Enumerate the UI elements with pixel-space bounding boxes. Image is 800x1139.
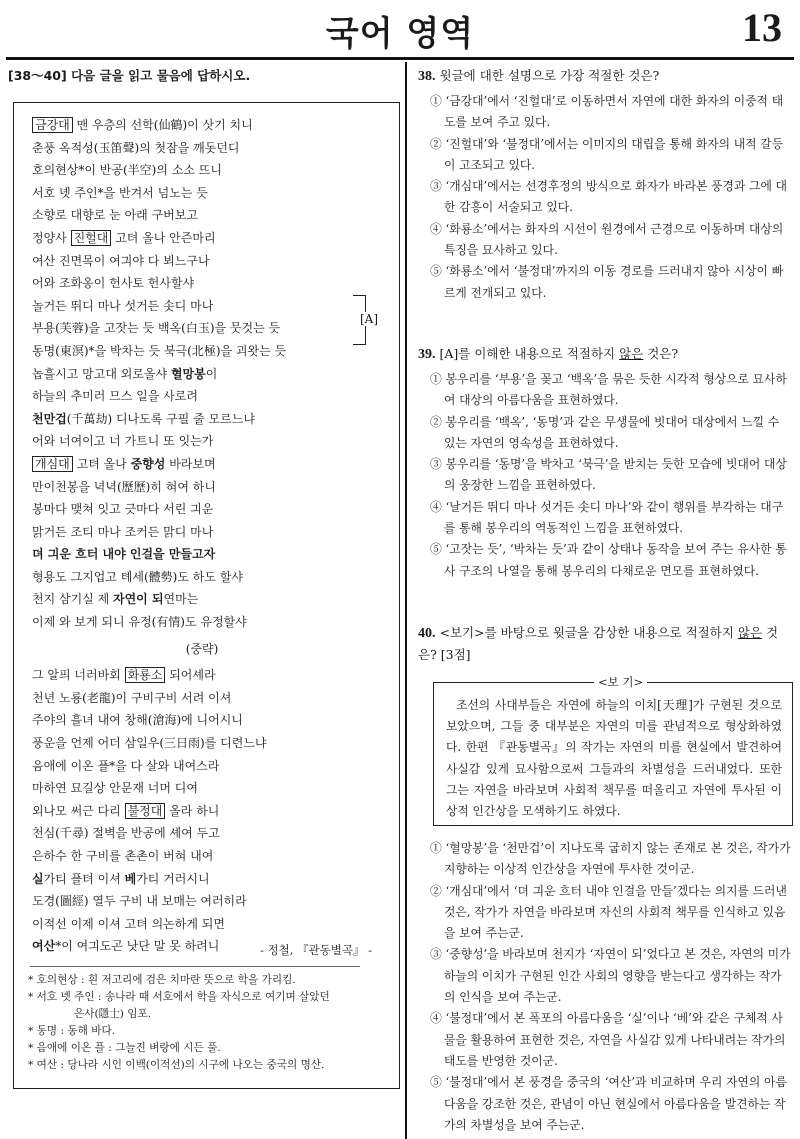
omission-mark: (중략) xyxy=(185,641,219,656)
question-text: <보기>를 바탕으로 윗글을 감상한 내용으로 적절하지 xyxy=(439,625,738,640)
footnotes xyxy=(28,972,380,1074)
page-number: 13 xyxy=(742,5,782,50)
poem-line xyxy=(32,913,372,936)
bogi-text: 조선의 사대부들은 자연에 하늘의 이치[天理]가 구현된 것으로 보았으며, 그들 중 대부분은 자연의 미를 관념적으로 형상화하였다. 한편 『관동별곡』의 작가는 자연의 미를 현실에서 발견하여 사실감 있게 묘사함으로써 그들과의 차별성을 드러내었다. 또한 그는 자연을 바라보며 사회적 책무를 떠올리고 자연에 투사된 이상적 인간상을 모색하기도 하였다. xyxy=(446,698,782,819)
question-number: 38. xyxy=(418,69,436,84)
answer-option[interactable]: ④ ‘날거든 뛰디 마나 섯거든 솟디 마나’와 같이 행위를 부각하는 대구를 통해 봉우리의 역동적인 느낌을 표현하였다. xyxy=(430,499,784,536)
poem-line xyxy=(32,566,372,589)
poem-line xyxy=(32,777,372,800)
bogi-box xyxy=(433,675,793,826)
poem-line xyxy=(32,430,372,453)
poem-line xyxy=(32,114,372,137)
question-number: 40. xyxy=(418,626,436,641)
poem-text: 주야의 흘녀 내여 창해(滄海)에 니어시니 xyxy=(32,713,243,728)
poem-line xyxy=(32,250,372,273)
poem-line xyxy=(32,385,372,408)
question-text-end: 것은? xyxy=(643,346,679,361)
answer-option[interactable]: ④ ‘화룡소’에서는 화자의 시선이 원경에서 근경으로 이동하며 대상의 특징을 묘사하고 있다. xyxy=(430,221,784,258)
poem-text: 형용도 그지업고 톄세(體勢)도 하도 할샤 xyxy=(32,569,243,584)
poem-text: 여산 진면목이 여긔야 다 뵈느구나 xyxy=(32,253,210,268)
question-text: [A]를 이해한 내용으로 적절하지 xyxy=(439,346,620,361)
answer-option[interactable]: ④ ‘불정대’에서 본 폭포의 아름다움을 ‘실’이나 ‘베’와 같은 구체적 사물을 활용하여 표현한 것은, 자연을 사실감 있게 나타내려는 작가의 태도를 반영한 것이군. xyxy=(430,1011,786,1068)
answer-option[interactable]: ③ ‘중향성’을 바라보며 천지가 ‘자연이 되’었다고 본 것은, 자연의 미가 하늘의 이치가 구현된 인간 사회의 영향을 받는다고 생각하는 작가의 인식을 보여 주는군. xyxy=(430,947,791,1005)
poem-line xyxy=(32,822,372,845)
poem-text: 놉흘시고 망고대 외로올샤 xyxy=(32,366,171,381)
poem-line xyxy=(32,227,372,250)
poem-line xyxy=(32,611,372,634)
answer-option[interactable]: ③ ‘개심대’에서는 선경후정의 방식으로 화자가 바라본 풍경과 그에 대한 감흥이 서술되고 있다. xyxy=(430,179,787,215)
notes-divider xyxy=(30,966,360,967)
poem-line xyxy=(32,588,372,611)
poem-text: 정양사 xyxy=(32,230,71,245)
underlined-word: 않은 xyxy=(619,346,644,361)
bold-phrase: 여산 xyxy=(32,939,56,954)
poem-line xyxy=(32,363,372,386)
footnote: * 호의현상 : 흰 저고리에 검은 치마란 뜻으로 학을 가리킴. xyxy=(28,974,296,986)
poem-text: *이 여긔도곤 낫단 말 못 하려니 xyxy=(55,939,220,954)
poem-line xyxy=(32,868,372,891)
poem-line xyxy=(32,340,372,363)
poem-text: 하늘의 추미러 므스 일을 사로려 xyxy=(32,389,198,404)
poem-line xyxy=(32,272,372,295)
question-40 xyxy=(418,622,792,665)
page-title: 국어 영역 xyxy=(325,14,475,54)
poem-text: 놀거든 뛰디 마나 섯거든 솟디 마나 xyxy=(32,298,214,313)
poem-line xyxy=(32,755,372,778)
column-divider xyxy=(405,62,407,1139)
boxed-place-name: 화룡소 xyxy=(125,667,166,683)
poem-line xyxy=(32,845,372,868)
question-stem xyxy=(418,344,792,363)
poem-line xyxy=(32,295,372,318)
answer-option[interactable]: ① 봉우리를 ‘부용’을 꽂고 ‘백옥’을 묶은 듯한 시각적 형상으로 묘사하여 대상의 아름다움을 표현하였다. xyxy=(430,372,787,408)
bold-phrase: 베 xyxy=(124,871,137,886)
instruction-area xyxy=(8,66,398,84)
attribution: - 정철, 『관동별곡』 - xyxy=(259,943,372,957)
poem-text: 연마는 xyxy=(163,592,199,607)
poem-line xyxy=(32,408,372,431)
poem-text: 그 알픠 너러바회 xyxy=(32,668,125,683)
footnote: * 동명 : 동해 바다. xyxy=(28,1025,116,1037)
poem-text: 소향로 대향로 눈 아래 구버보고 xyxy=(32,208,198,223)
answer-option[interactable]: ⑤ ‘고잣는 듯’, ‘박차는 듯’과 같이 상태나 동작을 보여 주는 유사한 통사 구조의 나열을 통해 봉우리의 다채로운 면모를 표현하였다. xyxy=(430,542,787,578)
poem-text: 되어셰라 xyxy=(165,668,216,683)
poem-text: 도경(圖經) 열두 구비 내 보매는 여러히라 xyxy=(32,894,247,909)
question-number: 39. xyxy=(418,347,436,362)
poem-text: 가티 거러시니 xyxy=(136,871,210,886)
poem-line xyxy=(32,137,372,160)
underlined-word: 않은 xyxy=(737,625,763,640)
poem-text: 맑거든 조티 마나 조커든 맑디 마나 xyxy=(32,524,214,539)
answer-option[interactable]: ③ 봉우리를 ‘동명’을 박차고 ‘북극’을 받치는 듯한 모습에 빗대어 대상의 웅장한 느낌을 표현하였다. xyxy=(430,457,787,493)
poem-text: 천지 삼기실 제 xyxy=(32,592,113,607)
answer-option[interactable]: ① ‘혈망봉’을 ‘천만겁’이 지나도록 굽히지 않는 존재로 본 것은, 작가가 지향하는 이상적 인간상을 자연에 투사한 것이군. xyxy=(430,841,791,877)
boxed-place-name: 개심대 xyxy=(32,456,73,472)
instruction: [38～40] 다음 글을 읽고 물음에 답하시오. xyxy=(8,68,251,83)
poem-line xyxy=(32,732,372,755)
poem-line xyxy=(32,498,372,521)
boxed-place-name: 불정대 xyxy=(125,803,166,819)
poem-line xyxy=(32,159,372,182)
question-40-options xyxy=(418,838,792,1136)
answer-option[interactable]: ② ‘진헐대’와 ‘불정대’에서는 이미지의 대립을 통해 화자의 내적 갈등이 고조되고 있다. xyxy=(430,136,784,172)
footnote: * 여산 : 당나라 시인 이백(이적선)의 시구에 나오는 중국의 명산. xyxy=(28,1059,325,1071)
header-rule xyxy=(6,57,794,60)
footnote: * 서호 녯 주인 : 송나라 때 서호에서 학을 자식으로 여기며 살았던 xyxy=(28,991,330,1003)
boxed-place-name: 금강대 xyxy=(32,117,73,133)
boxed-place-name: 진헐대 xyxy=(71,230,112,246)
poem-text: 어와 조화옹이 헌사토 헌사할샤 xyxy=(32,276,195,291)
poem-line xyxy=(32,476,372,499)
answer-option[interactable]: ⑤ ‘불정대’에서 본 풍경을 중국의 ‘여산’과 비교하며 우리 자연의 아름다움을 강조한 것은, 관념이 아닌 현실에서 아름다움을 발견하는 작가의 차별성을 보여 주는군. xyxy=(430,1075,787,1132)
poem-text: 서호 녯 주인*을 반겨서 넘노는 듯 xyxy=(32,185,208,200)
poem-text: 고텨 올나 안즌마리 xyxy=(111,230,216,245)
poem-text: 부용(芙蓉)을 고잣는 듯 백옥(白玉)을 뭇것는 듯 xyxy=(32,321,281,336)
poem-line xyxy=(32,182,372,205)
poem-line xyxy=(32,521,372,544)
answer-option[interactable]: ② 봉우리를 ‘백옥’, ‘동명’과 같은 무생물에 빗대어 대상에서 느낄 수 있는 자연의 영속성을 표현하였다. xyxy=(430,414,780,450)
question-stem xyxy=(418,66,792,85)
poem-line xyxy=(32,890,372,913)
poem-text: 가티 플텨 이셔 xyxy=(43,871,125,886)
answer-option[interactable]: ⑤ ‘화룡소’에서 ‘불정대’까지의 이동 경로를 드러내지 않아 시상이 빠르게 전개되고 있다. xyxy=(430,264,784,300)
poem-text: 이적선 이제 이셔 고텨 의논하게 되면 xyxy=(32,916,225,931)
bogi-title: <보 기> xyxy=(594,674,647,690)
question-38 xyxy=(418,66,792,304)
poem-text: 외나모 써근 다리 xyxy=(32,803,125,818)
poem-line xyxy=(32,709,372,732)
poem-line xyxy=(32,800,372,823)
poem-text: 이 xyxy=(205,366,218,381)
poem-text: 음애에 이온 플*을 다 살와 내여스라 xyxy=(32,758,220,773)
bold-phrase: 자연이 되 xyxy=(113,592,164,607)
poem-text: 동명(東溟)*을 박차는 듯 북극(北極)을 괴왓는 듯 xyxy=(32,343,287,358)
bold-phrase: 천만겁 xyxy=(32,411,67,426)
poem-text: 봉마다 맺쳐 잇고 긋마다 서린 긔운 xyxy=(32,502,214,517)
poem-text: 만이천봉을 녁녁(歷歷)히 혀여 하니 xyxy=(32,479,216,494)
bold-phrase: 중향성 xyxy=(130,456,166,471)
poem-text: 어와 너여이고 너 가트니 또 잇는가 xyxy=(32,434,214,449)
question-stem xyxy=(418,622,792,665)
bold-phrase: 실 xyxy=(32,871,44,886)
poem-line xyxy=(32,317,372,340)
bold-phrase: 뎌 긔운 흐터 내야 인걸을 만들고자 xyxy=(32,547,216,562)
poem-text: 바라보며 xyxy=(165,456,216,471)
bold-phrase: 혈망봉 xyxy=(170,366,206,381)
poem-line xyxy=(32,204,372,227)
poem-text: 은하수 한 구비를 촌촌이 버혀 내여 xyxy=(32,849,214,863)
poem-text: (千萬劫) 디나도록 구필 줄 모르느냐 xyxy=(66,411,255,426)
poem-line xyxy=(32,543,372,566)
poem-text: 맨 우층의 선학(仙鶴)이 삿기 치니 xyxy=(72,118,253,132)
answer-option[interactable]: ① ‘금강대’에서 ‘진헐대’로 이동하면서 자연에 대한 화자의 이중적 태도를 보여 주고 있다. xyxy=(430,94,784,130)
poem-line xyxy=(32,664,372,687)
footnote: * 음애에 이온 플 : 그늘진 벼랑에 시든 풀. xyxy=(28,1042,221,1054)
poem-text: 춘풍 옥적성(玉笛聲)의 첫잠을 깨돗던디 xyxy=(32,140,240,155)
poem-text: 풍운을 언제 어더 삼일우(三日雨)를 디련느냐 xyxy=(32,736,267,751)
question-39 xyxy=(418,344,792,582)
poem-text: 마하연 묘길상 안문재 너머 디여 xyxy=(32,781,198,796)
poem-line xyxy=(32,687,372,710)
question-text: 윗글에 대한 설명으로 가장 적절한 것은? xyxy=(439,68,660,83)
answer-option[interactable]: ② ‘개심대’에서 ‘뎌 긔운 흐터 내야 인걸을 만들’겠다는 의지를 드러낸 것은, 작가가 자연을 바라보며 자신의 사회적 책무를 인식하고 있음을 보여 주는군. xyxy=(430,883,787,941)
poem-text: 올라 하니 xyxy=(165,803,220,818)
poem-text: 천년 노룡(老龍)이 구비구비 서려 이셔 xyxy=(32,690,232,705)
bracket-a-label: [A] xyxy=(360,312,379,326)
poem-text: 호의현상*이 반공(半空)의 소소 뜨니 xyxy=(32,163,222,178)
poem-text xyxy=(32,114,372,958)
poem-text: 고텨 올나 xyxy=(72,456,131,471)
page-header xyxy=(0,0,800,58)
poem-text: 천심(千尋) 절벽을 반공에 셰여 두고 xyxy=(32,826,220,841)
poem-text: 이제 와 보게 되니 유정(有情)도 유정할샤 xyxy=(32,615,247,630)
question-text-end: 것은? [3점] xyxy=(418,625,779,662)
poem-line xyxy=(32,453,372,476)
footnote: 은사(隱士) 임포. xyxy=(74,1008,152,1020)
